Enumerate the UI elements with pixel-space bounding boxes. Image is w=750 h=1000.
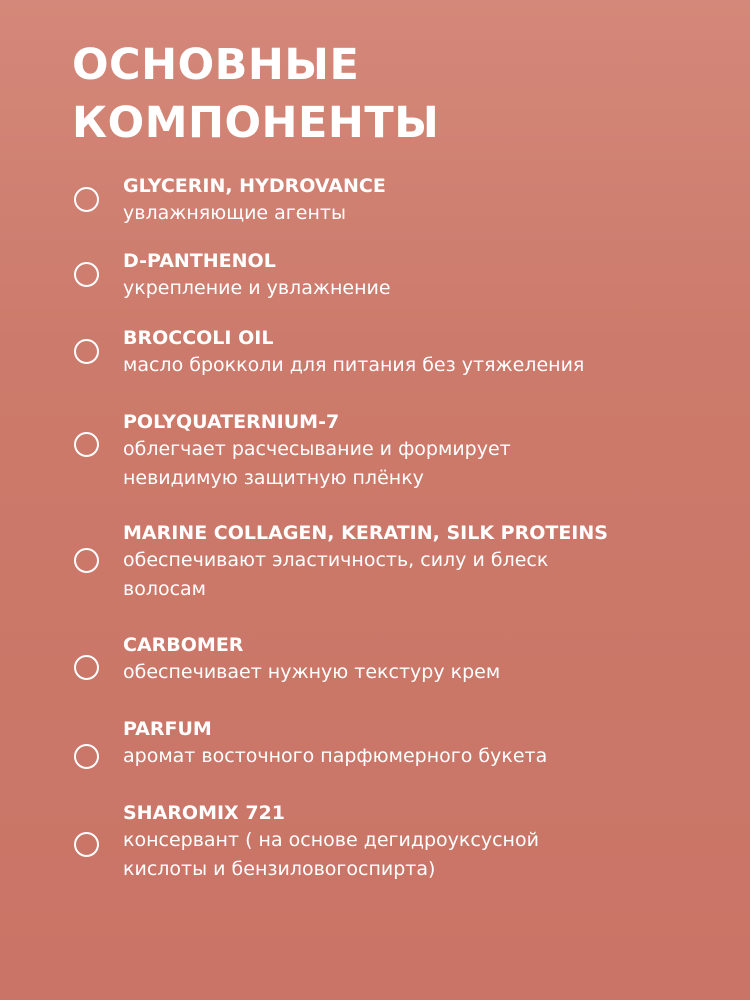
component-name: MARINE COLLAGEN, KERATIN, SILK PROTEINS [123, 522, 608, 544]
circle-bullet-icon [74, 744, 99, 769]
component-description: укрепление и увлажнение [123, 277, 391, 299]
component-description [123, 435, 683, 493]
page-title-line-2: КОМПОНЕНТЫ [72, 98, 440, 148]
circle-bullet-icon [74, 548, 99, 573]
circle-bullet-icon [74, 187, 99, 212]
component-name: BROCCOLI OIL [123, 327, 274, 349]
page-title-line-1: ОСНОВНЫЕ [72, 40, 360, 90]
component-description: аромат восточного парфюмерного букета [123, 745, 548, 767]
component-description: увлажняющие агенты [123, 202, 346, 224]
circle-bullet-icon [74, 432, 99, 457]
circle-bullet-icon [74, 832, 99, 857]
component-name: GLYCERIN, HYDROVANCE [123, 175, 386, 197]
component-description-line: обеспечивают эластичность, силу и блеск [123, 549, 549, 571]
component-description-line: невидимую защитную плёнку [123, 467, 424, 489]
component-description-line: консервант ( на основе дегидроуксусной [123, 829, 539, 851]
component-name: PARFUM [123, 718, 212, 740]
component-name: D-PANTHENOL [123, 250, 276, 272]
component-description [123, 546, 683, 604]
component-name: SHAROMIX 721 [123, 802, 285, 824]
circle-bullet-icon [74, 339, 99, 364]
component-description: обеспечивает нужную текстуру крем [123, 661, 501, 683]
page-title [72, 36, 692, 152]
component-description-line: волосам [123, 578, 207, 600]
component-description-line: облегчает расчесывание и формирует [123, 438, 511, 460]
component-name: CARBOMER [123, 634, 244, 656]
circle-bullet-icon [74, 655, 99, 680]
component-description: масло брокколи для питания без утяжеления [123, 354, 585, 376]
component-name: POLYQUATERNIUM-7 [123, 411, 340, 433]
circle-bullet-icon [74, 262, 99, 287]
component-description-line: кислоты и бензиловогоспирта) [123, 858, 436, 880]
component-description [123, 826, 683, 884]
